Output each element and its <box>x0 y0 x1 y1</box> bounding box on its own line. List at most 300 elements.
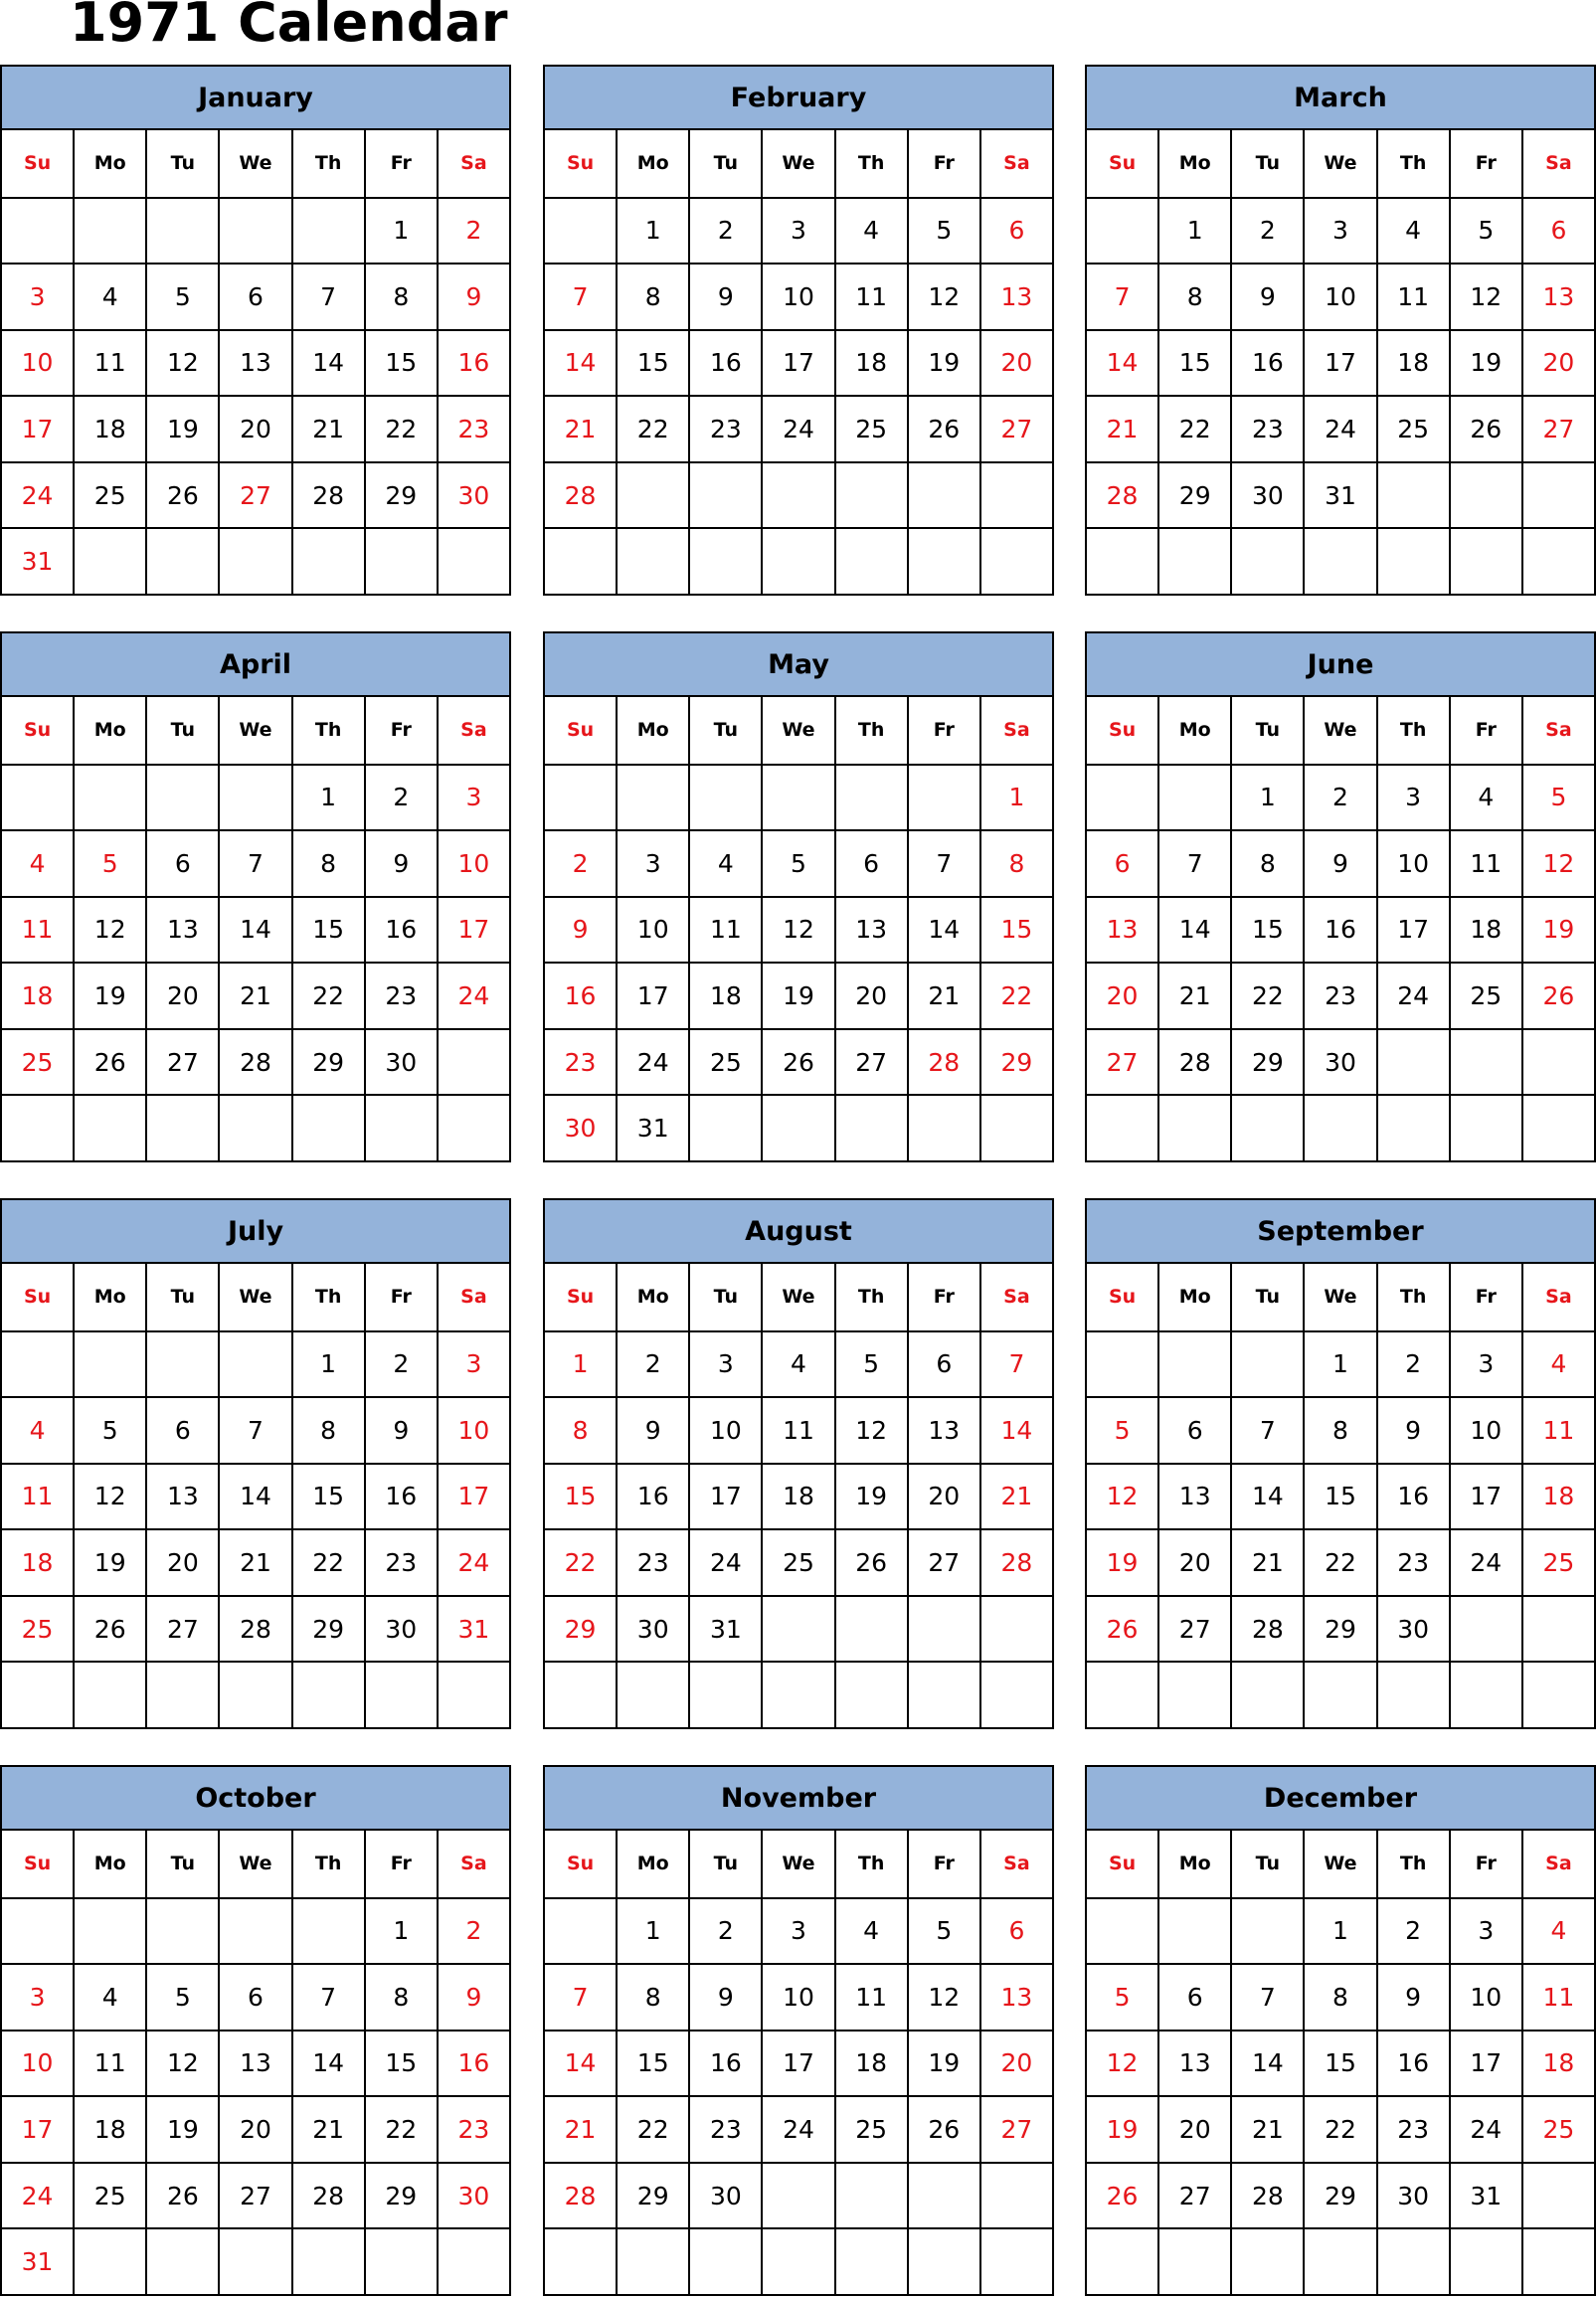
day-cell: 16 <box>366 1463 439 1529</box>
day-cell: 8 <box>1159 263 1232 329</box>
day-cell: 18 <box>1523 2030 1596 2096</box>
weekday-label: Fr <box>1451 130 1523 197</box>
empty-cell <box>1087 1094 1159 1160</box>
day-cell: 27 <box>909 1528 981 1595</box>
day-cell: 13 <box>1159 1463 1232 1529</box>
weekday-label: Su <box>545 130 618 197</box>
day-cell: 24 <box>1378 962 1451 1028</box>
weekday-label: Fr <box>909 130 981 197</box>
month-title: October <box>0 1765 511 1831</box>
day-cell: 11 <box>763 1396 835 1463</box>
day-cell: 23 <box>1232 395 1305 461</box>
weekday-label: Mo <box>75 697 147 764</box>
day-cell: 5 <box>909 197 981 264</box>
day-cell: 8 <box>366 1963 439 2030</box>
weekday-label: Sa <box>981 1264 1054 1330</box>
day-cell: 15 <box>618 329 690 396</box>
day-cell: 8 <box>1305 1963 1377 2030</box>
empty-cell <box>75 1897 147 1964</box>
empty-cell <box>366 2227 439 2294</box>
empty-cell <box>147 527 220 594</box>
day-cell: 3 <box>439 764 511 830</box>
day-cell: 19 <box>1087 1528 1159 1595</box>
day-cell: 11 <box>2 1463 75 1529</box>
empty-cell <box>836 1595 909 1662</box>
empty-cell <box>1087 2227 1159 2294</box>
day-cell: 21 <box>220 962 292 1028</box>
empty-cell <box>439 527 511 594</box>
day-cell: 29 <box>366 2162 439 2228</box>
day-cell: 26 <box>1451 395 1523 461</box>
day-cell: 28 <box>293 2162 366 2228</box>
day-cell: 7 <box>1232 1396 1305 1463</box>
weekday-label: Mo <box>618 1264 690 1330</box>
empty-cell <box>1523 1094 1596 1160</box>
day-cell: 9 <box>690 263 763 329</box>
day-cell: 8 <box>366 263 439 329</box>
day-cell: 28 <box>545 461 618 528</box>
day-cell: 21 <box>1232 2095 1305 2162</box>
day-cell: 7 <box>293 1963 366 2030</box>
day-cell: 16 <box>1378 2030 1451 2096</box>
weekday-label: We <box>1305 697 1377 764</box>
empty-cell <box>2 1330 75 1397</box>
day-cell: 6 <box>836 829 909 896</box>
day-cell: 1 <box>366 197 439 264</box>
weekday-label: Mo <box>75 1264 147 1330</box>
day-cell: 5 <box>1087 1396 1159 1463</box>
weekday-label: Sa <box>981 130 1054 197</box>
empty-cell <box>293 2227 366 2294</box>
empty-cell <box>763 764 835 830</box>
empty-cell <box>1232 527 1305 594</box>
weekday-label: Su <box>1087 697 1159 764</box>
day-cell: 17 <box>763 2030 835 2096</box>
empty-cell <box>1159 1094 1232 1160</box>
day-cell: 17 <box>690 1463 763 1529</box>
day-cell: 16 <box>439 2030 511 2096</box>
day-cell: 7 <box>1159 829 1232 896</box>
empty-cell <box>909 2162 981 2228</box>
day-cell: 31 <box>690 1595 763 1662</box>
day-cell: 23 <box>1378 1528 1451 1595</box>
day-cell: 27 <box>147 1028 220 1095</box>
day-cell: 14 <box>220 896 292 963</box>
day-cell: 5 <box>1087 1963 1159 2030</box>
day-cell: 29 <box>1159 461 1232 528</box>
day-cell: 21 <box>1087 395 1159 461</box>
month-grid <box>1085 1264 1596 1729</box>
day-cell: 26 <box>147 461 220 528</box>
day-cell: 16 <box>1305 896 1377 963</box>
weekday-label: Th <box>293 130 366 197</box>
day-cell: 13 <box>1087 896 1159 963</box>
day-cell: 11 <box>836 263 909 329</box>
day-cell: 16 <box>690 2030 763 2096</box>
day-cell: 2 <box>545 829 618 896</box>
empty-cell <box>909 1094 981 1160</box>
day-cell: 3 <box>763 197 835 264</box>
month-grid <box>543 130 1054 596</box>
day-cell: 17 <box>2 2095 75 2162</box>
empty-cell <box>909 1595 981 1662</box>
day-cell: 1 <box>1305 1330 1377 1397</box>
day-cell: 9 <box>439 1963 511 2030</box>
day-cell: 27 <box>147 1595 220 1662</box>
day-cell: 12 <box>147 329 220 396</box>
empty-cell <box>293 1094 366 1160</box>
empty-cell <box>220 2227 292 2294</box>
empty-cell <box>1451 2227 1523 2294</box>
day-cell: 1 <box>618 197 690 264</box>
empty-cell <box>545 197 618 264</box>
day-cell: 14 <box>1232 2030 1305 2096</box>
weekday-label: Su <box>545 1831 618 1897</box>
day-cell: 25 <box>1523 2095 1596 2162</box>
day-cell: 13 <box>147 896 220 963</box>
day-cell: 14 <box>545 2030 618 2096</box>
empty-cell <box>1232 2227 1305 2294</box>
day-cell: 5 <box>147 263 220 329</box>
empty-cell <box>1087 1330 1159 1397</box>
day-cell: 30 <box>1378 2162 1451 2228</box>
day-cell: 11 <box>1523 1396 1596 1463</box>
day-cell: 26 <box>75 1595 147 1662</box>
day-cell: 23 <box>439 395 511 461</box>
day-cell: 19 <box>763 962 835 1028</box>
day-cell: 25 <box>2 1028 75 1095</box>
day-cell: 28 <box>1159 1028 1232 1095</box>
day-cell: 29 <box>293 1028 366 1095</box>
month-grid <box>0 697 511 1162</box>
day-cell: 5 <box>75 1396 147 1463</box>
month-may <box>543 631 1054 1162</box>
empty-cell <box>1305 527 1377 594</box>
empty-cell <box>763 1595 835 1662</box>
day-cell: 14 <box>220 1463 292 1529</box>
day-cell: 10 <box>439 1396 511 1463</box>
weekday-label: Mo <box>1159 697 1232 764</box>
day-cell: 22 <box>981 962 1054 1028</box>
day-cell: 29 <box>366 461 439 528</box>
empty-cell <box>981 2227 1054 2294</box>
day-cell: 19 <box>909 2030 981 2096</box>
empty-cell <box>1087 764 1159 830</box>
empty-cell <box>545 764 618 830</box>
day-cell: 31 <box>1305 461 1377 528</box>
empty-cell <box>618 461 690 528</box>
weekday-label: Mo <box>618 130 690 197</box>
day-cell: 7 <box>545 1963 618 2030</box>
weekday-label: We <box>763 1831 835 1897</box>
empty-cell <box>220 197 292 264</box>
day-cell: 11 <box>1523 1963 1596 2030</box>
day-cell: 30 <box>1232 461 1305 528</box>
day-cell: 3 <box>2 263 75 329</box>
weekday-label: Th <box>293 1831 366 1897</box>
day-cell: 11 <box>75 2030 147 2096</box>
day-cell: 28 <box>1232 1595 1305 1662</box>
day-cell: 3 <box>1378 764 1451 830</box>
day-cell: 3 <box>1451 1330 1523 1397</box>
day-cell: 19 <box>147 395 220 461</box>
month-april <box>0 631 511 1162</box>
day-cell: 3 <box>690 1330 763 1397</box>
day-cell: 12 <box>763 896 835 963</box>
empty-cell <box>1087 1661 1159 1727</box>
day-cell: 21 <box>909 962 981 1028</box>
weekday-label: We <box>1305 1831 1377 1897</box>
day-cell: 4 <box>75 1963 147 2030</box>
day-cell: 24 <box>690 1528 763 1595</box>
day-cell: 13 <box>981 1963 1054 2030</box>
month-october <box>0 1765 511 2296</box>
day-cell: 27 <box>1523 395 1596 461</box>
day-cell: 8 <box>1305 1396 1377 1463</box>
empty-cell <box>1305 1094 1377 1160</box>
empty-cell <box>909 461 981 528</box>
day-cell: 1 <box>1305 1897 1377 1964</box>
weekday-label: Tu <box>1232 1831 1305 1897</box>
day-cell: 15 <box>618 2030 690 2096</box>
day-cell: 7 <box>220 1396 292 1463</box>
empty-cell <box>1159 527 1232 594</box>
empty-cell <box>618 2227 690 2294</box>
empty-cell <box>1159 1330 1232 1397</box>
empty-cell <box>618 1661 690 1727</box>
empty-cell <box>147 1661 220 1727</box>
empty-cell <box>2 1661 75 1727</box>
day-cell: 1 <box>981 764 1054 830</box>
day-cell: 4 <box>1451 764 1523 830</box>
day-cell: 2 <box>1378 1897 1451 1964</box>
day-cell: 5 <box>1451 197 1523 264</box>
weekday-label: We <box>220 1831 292 1897</box>
day-cell: 27 <box>981 2095 1054 2162</box>
day-cell: 16 <box>690 329 763 396</box>
weekday-label: Tu <box>147 130 220 197</box>
day-cell: 23 <box>1378 2095 1451 2162</box>
empty-cell <box>1378 1094 1451 1160</box>
day-cell: 19 <box>1087 2095 1159 2162</box>
month-title: August <box>543 1198 1054 1264</box>
weekday-label: Su <box>2 130 75 197</box>
weekday-label: Sa <box>439 1831 511 1897</box>
day-cell: 15 <box>366 2030 439 2096</box>
day-cell: 21 <box>1159 962 1232 1028</box>
day-cell: 14 <box>1232 1463 1305 1529</box>
weekday-label: Tu <box>1232 697 1305 764</box>
weekday-label: We <box>220 130 292 197</box>
day-cell: 22 <box>618 2095 690 2162</box>
weekday-label: Fr <box>366 1264 439 1330</box>
day-cell: 30 <box>366 1028 439 1095</box>
empty-cell <box>545 527 618 594</box>
day-cell: 17 <box>763 329 835 396</box>
empty-cell <box>618 527 690 594</box>
day-cell: 3 <box>439 1330 511 1397</box>
day-cell: 17 <box>1378 896 1451 963</box>
day-cell: 19 <box>75 962 147 1028</box>
empty-cell <box>763 1661 835 1727</box>
day-cell: 24 <box>763 395 835 461</box>
empty-cell <box>1159 764 1232 830</box>
day-cell: 6 <box>981 1897 1054 1964</box>
weekday-label: Sa <box>1523 130 1596 197</box>
day-cell: 6 <box>1159 1963 1232 2030</box>
empty-cell <box>1523 2162 1596 2228</box>
day-cell: 3 <box>1305 197 1377 264</box>
empty-cell <box>690 764 763 830</box>
day-cell: 28 <box>293 461 366 528</box>
day-cell: 10 <box>1451 1963 1523 2030</box>
empty-cell <box>1451 527 1523 594</box>
day-cell: 31 <box>2 2227 75 2294</box>
day-cell: 24 <box>763 2095 835 2162</box>
day-cell: 26 <box>1087 2162 1159 2228</box>
day-cell: 31 <box>618 1094 690 1160</box>
day-cell: 2 <box>1232 197 1305 264</box>
day-cell: 10 <box>1378 829 1451 896</box>
day-cell: 30 <box>618 1595 690 1662</box>
day-cell: 26 <box>147 2162 220 2228</box>
empty-cell <box>1305 1661 1377 1727</box>
day-cell: 29 <box>1305 1595 1377 1662</box>
page-title: 1971 Calendar <box>70 0 508 54</box>
weekday-label: Sa <box>981 697 1054 764</box>
empty-cell <box>147 1897 220 1964</box>
empty-cell <box>763 1094 835 1160</box>
weekday-label: Th <box>1378 130 1451 197</box>
day-cell: 19 <box>1523 896 1596 963</box>
empty-cell <box>1159 2227 1232 2294</box>
empty-cell <box>1451 1094 1523 1160</box>
empty-cell <box>2 764 75 830</box>
day-cell: 4 <box>836 197 909 264</box>
day-cell: 4 <box>2 1396 75 1463</box>
day-cell: 24 <box>2 461 75 528</box>
month-grid <box>0 1264 511 1729</box>
day-cell: 23 <box>1305 962 1377 1028</box>
month-title: May <box>543 631 1054 697</box>
day-cell: 21 <box>1232 1528 1305 1595</box>
empty-cell <box>220 1330 292 1397</box>
day-cell: 12 <box>147 2030 220 2096</box>
day-cell: 2 <box>1305 764 1377 830</box>
weekday-label: Mo <box>1159 130 1232 197</box>
day-cell: 13 <box>1159 2030 1232 2096</box>
day-cell: 20 <box>147 1528 220 1595</box>
empty-cell <box>75 2227 147 2294</box>
day-cell: 26 <box>909 2095 981 2162</box>
month-title: February <box>543 65 1054 130</box>
day-cell: 17 <box>2 395 75 461</box>
day-cell: 1 <box>1159 197 1232 264</box>
day-cell: 10 <box>763 263 835 329</box>
weekday-label: Su <box>2 697 75 764</box>
day-cell: 13 <box>909 1396 981 1463</box>
day-cell: 29 <box>1305 2162 1377 2228</box>
day-cell: 12 <box>1087 1463 1159 1529</box>
month-june <box>1085 631 1596 1162</box>
day-cell: 22 <box>545 1528 618 1595</box>
empty-cell <box>1378 461 1451 528</box>
day-cell: 20 <box>1159 2095 1232 2162</box>
month-january <box>0 65 511 596</box>
day-cell: 30 <box>1305 1028 1377 1095</box>
empty-cell <box>981 1661 1054 1727</box>
weekday-label: Su <box>2 1831 75 1897</box>
empty-cell <box>618 764 690 830</box>
day-cell: 22 <box>1305 2095 1377 2162</box>
empty-cell <box>439 2227 511 2294</box>
day-cell: 13 <box>220 329 292 396</box>
empty-cell <box>1523 1661 1596 1727</box>
day-cell: 12 <box>836 1396 909 1463</box>
weekday-label: Tu <box>147 697 220 764</box>
day-cell: 14 <box>1159 896 1232 963</box>
empty-cell <box>1159 1661 1232 1727</box>
day-cell: 23 <box>366 1528 439 1595</box>
day-cell: 9 <box>690 1963 763 2030</box>
day-cell: 9 <box>545 896 618 963</box>
empty-cell <box>147 1330 220 1397</box>
day-cell: 19 <box>836 1463 909 1529</box>
day-cell: 23 <box>690 395 763 461</box>
day-cell: 17 <box>1451 2030 1523 2096</box>
empty-cell <box>220 1661 292 1727</box>
day-cell: 17 <box>1451 1463 1523 1529</box>
day-cell: 2 <box>1378 1330 1451 1397</box>
day-cell: 28 <box>1232 2162 1305 2228</box>
day-cell: 17 <box>439 1463 511 1529</box>
day-cell: 30 <box>366 1595 439 1662</box>
empty-cell <box>439 1094 511 1160</box>
day-cell: 10 <box>618 896 690 963</box>
day-cell: 18 <box>690 962 763 1028</box>
day-cell: 1 <box>366 1897 439 1964</box>
day-cell: 13 <box>1523 263 1596 329</box>
empty-cell <box>1087 1897 1159 1964</box>
day-cell: 11 <box>836 1963 909 2030</box>
day-cell: 8 <box>293 829 366 896</box>
day-cell: 5 <box>763 829 835 896</box>
empty-cell <box>75 527 147 594</box>
empty-cell <box>2 1094 75 1160</box>
day-cell: 20 <box>836 962 909 1028</box>
day-cell: 25 <box>75 461 147 528</box>
day-cell: 4 <box>763 1330 835 1397</box>
empty-cell <box>690 461 763 528</box>
weekday-label: We <box>1305 1264 1377 1330</box>
weekday-label: Su <box>1087 130 1159 197</box>
day-cell: 17 <box>439 896 511 963</box>
weekday-label: Tu <box>690 1831 763 1897</box>
day-cell: 24 <box>439 1528 511 1595</box>
empty-cell <box>763 2227 835 2294</box>
weekday-label: Fr <box>1451 697 1523 764</box>
empty-cell <box>1305 2227 1377 2294</box>
day-cell: 1 <box>545 1330 618 1397</box>
day-cell: 21 <box>545 2095 618 2162</box>
empty-cell <box>1378 2227 1451 2294</box>
empty-cell <box>981 1595 1054 1662</box>
day-cell: 9 <box>366 829 439 896</box>
day-cell: 13 <box>147 1463 220 1529</box>
empty-cell <box>1232 1094 1305 1160</box>
empty-cell <box>220 527 292 594</box>
empty-cell <box>220 1897 292 1964</box>
